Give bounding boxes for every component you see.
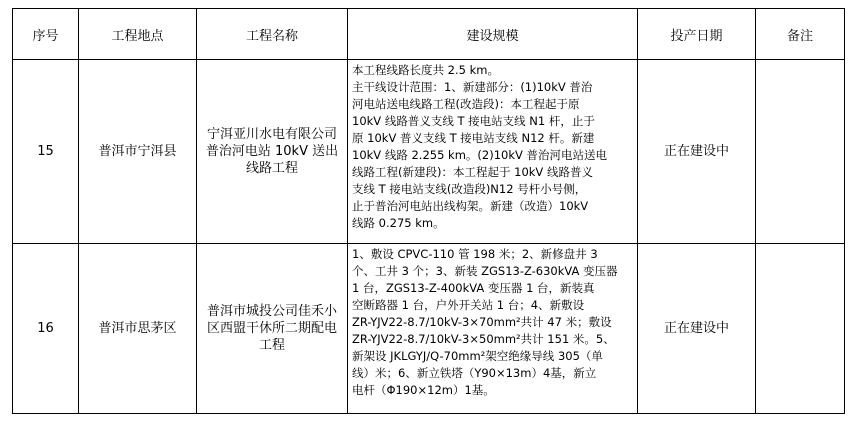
cell-date: 正在建设中	[638, 60, 756, 244]
scale-line: 支线 T 接电站支线(改造段)N12 号杆小号侧，	[352, 182, 587, 196]
cell-scale	[348, 244, 638, 414]
cell-seq: 15	[13, 60, 79, 244]
scale-line: 新架设 JKLGYJ/Q-70mm²架空绝缘导线 305（单	[352, 349, 603, 363]
scale-line: 电杆（Φ190×12m）1基。	[352, 383, 495, 397]
cell-remark	[756, 244, 845, 414]
scale-line: 线路工程(新建段)：本工程起于 10kV 线路普义	[352, 165, 593, 179]
header-scale: 建设规模	[348, 9, 638, 60]
cell-location: 普洱市宁洱县	[79, 60, 197, 244]
project-name: 宁洱亚川水电有限公司普治河电站 10kV 送出线路工程	[205, 127, 339, 176]
header-seq: 序号	[13, 9, 79, 60]
scale-line: 主干线设计范围：1、新建部分：(1)10kV 普治	[352, 80, 593, 94]
cell-remark	[756, 60, 845, 244]
table-row	[13, 60, 845, 244]
scale-line: 止于普治河电站出线构架。新建（改造）10kV	[352, 199, 589, 213]
cell-date: 正在建设中	[638, 244, 756, 414]
scale-line: 10kV 线路普义支线 T 接电站支线 N1 杆，止于	[352, 114, 595, 128]
table-row	[13, 244, 845, 414]
scale-line: 河电站送电线路工程(改造段)：本工程起于原	[352, 97, 580, 111]
project-name: 普洱市城投公司佳禾小区西盟干休所二期配电工程	[206, 304, 337, 353]
project-table	[12, 8, 845, 414]
scale-line: ZR-YJV22-8.7/10kV-3×70mm²共计 47 米；敷设	[352, 315, 612, 329]
cell-seq: 16	[13, 244, 79, 414]
header-location: 工程地点	[79, 9, 197, 60]
scale-line: ZR-YJV22-8.7/10kV-3×50mm²共计 151 米。5、	[352, 332, 615, 346]
scale-line: 个、工井 3 个；3、新装 ZGS13-Z-630kVA 变压器	[352, 264, 618, 278]
cell-scale	[348, 60, 638, 244]
cell-location: 普洱市思茅区	[79, 244, 197, 414]
scale-line: 1 台，ZGS13-Z-400kVA 变压器 1 台，新装真	[352, 281, 595, 295]
scale-line: 1、敷设 CPVC-110 管 198 米；2、新修盘井 3	[352, 247, 598, 261]
header-remark: 备注	[756, 9, 845, 60]
cell-name	[197, 60, 348, 244]
scale-line: 空断路器 1 台，户外开关站 1 台；4、新敷设	[352, 298, 585, 312]
scale-line: 本工程线路长度共 2.5 km。	[352, 63, 499, 77]
header-name: 工程名称	[197, 9, 348, 60]
scale-line: 原 10kV 普义支线 T 接电站支线 N12 杆。新建	[352, 131, 595, 145]
cell-name	[197, 244, 348, 414]
scale-line: 线路 0.275 km。	[352, 216, 445, 230]
scale-line: 10kV 线路 2.255 km。(2)10kV 普治河电站送电	[352, 148, 608, 162]
header-date: 投产日期	[638, 9, 756, 60]
scale-line: 线）米；6、新立铁塔（Y90×13m）4基，新立	[352, 366, 597, 380]
header-row	[13, 9, 845, 60]
